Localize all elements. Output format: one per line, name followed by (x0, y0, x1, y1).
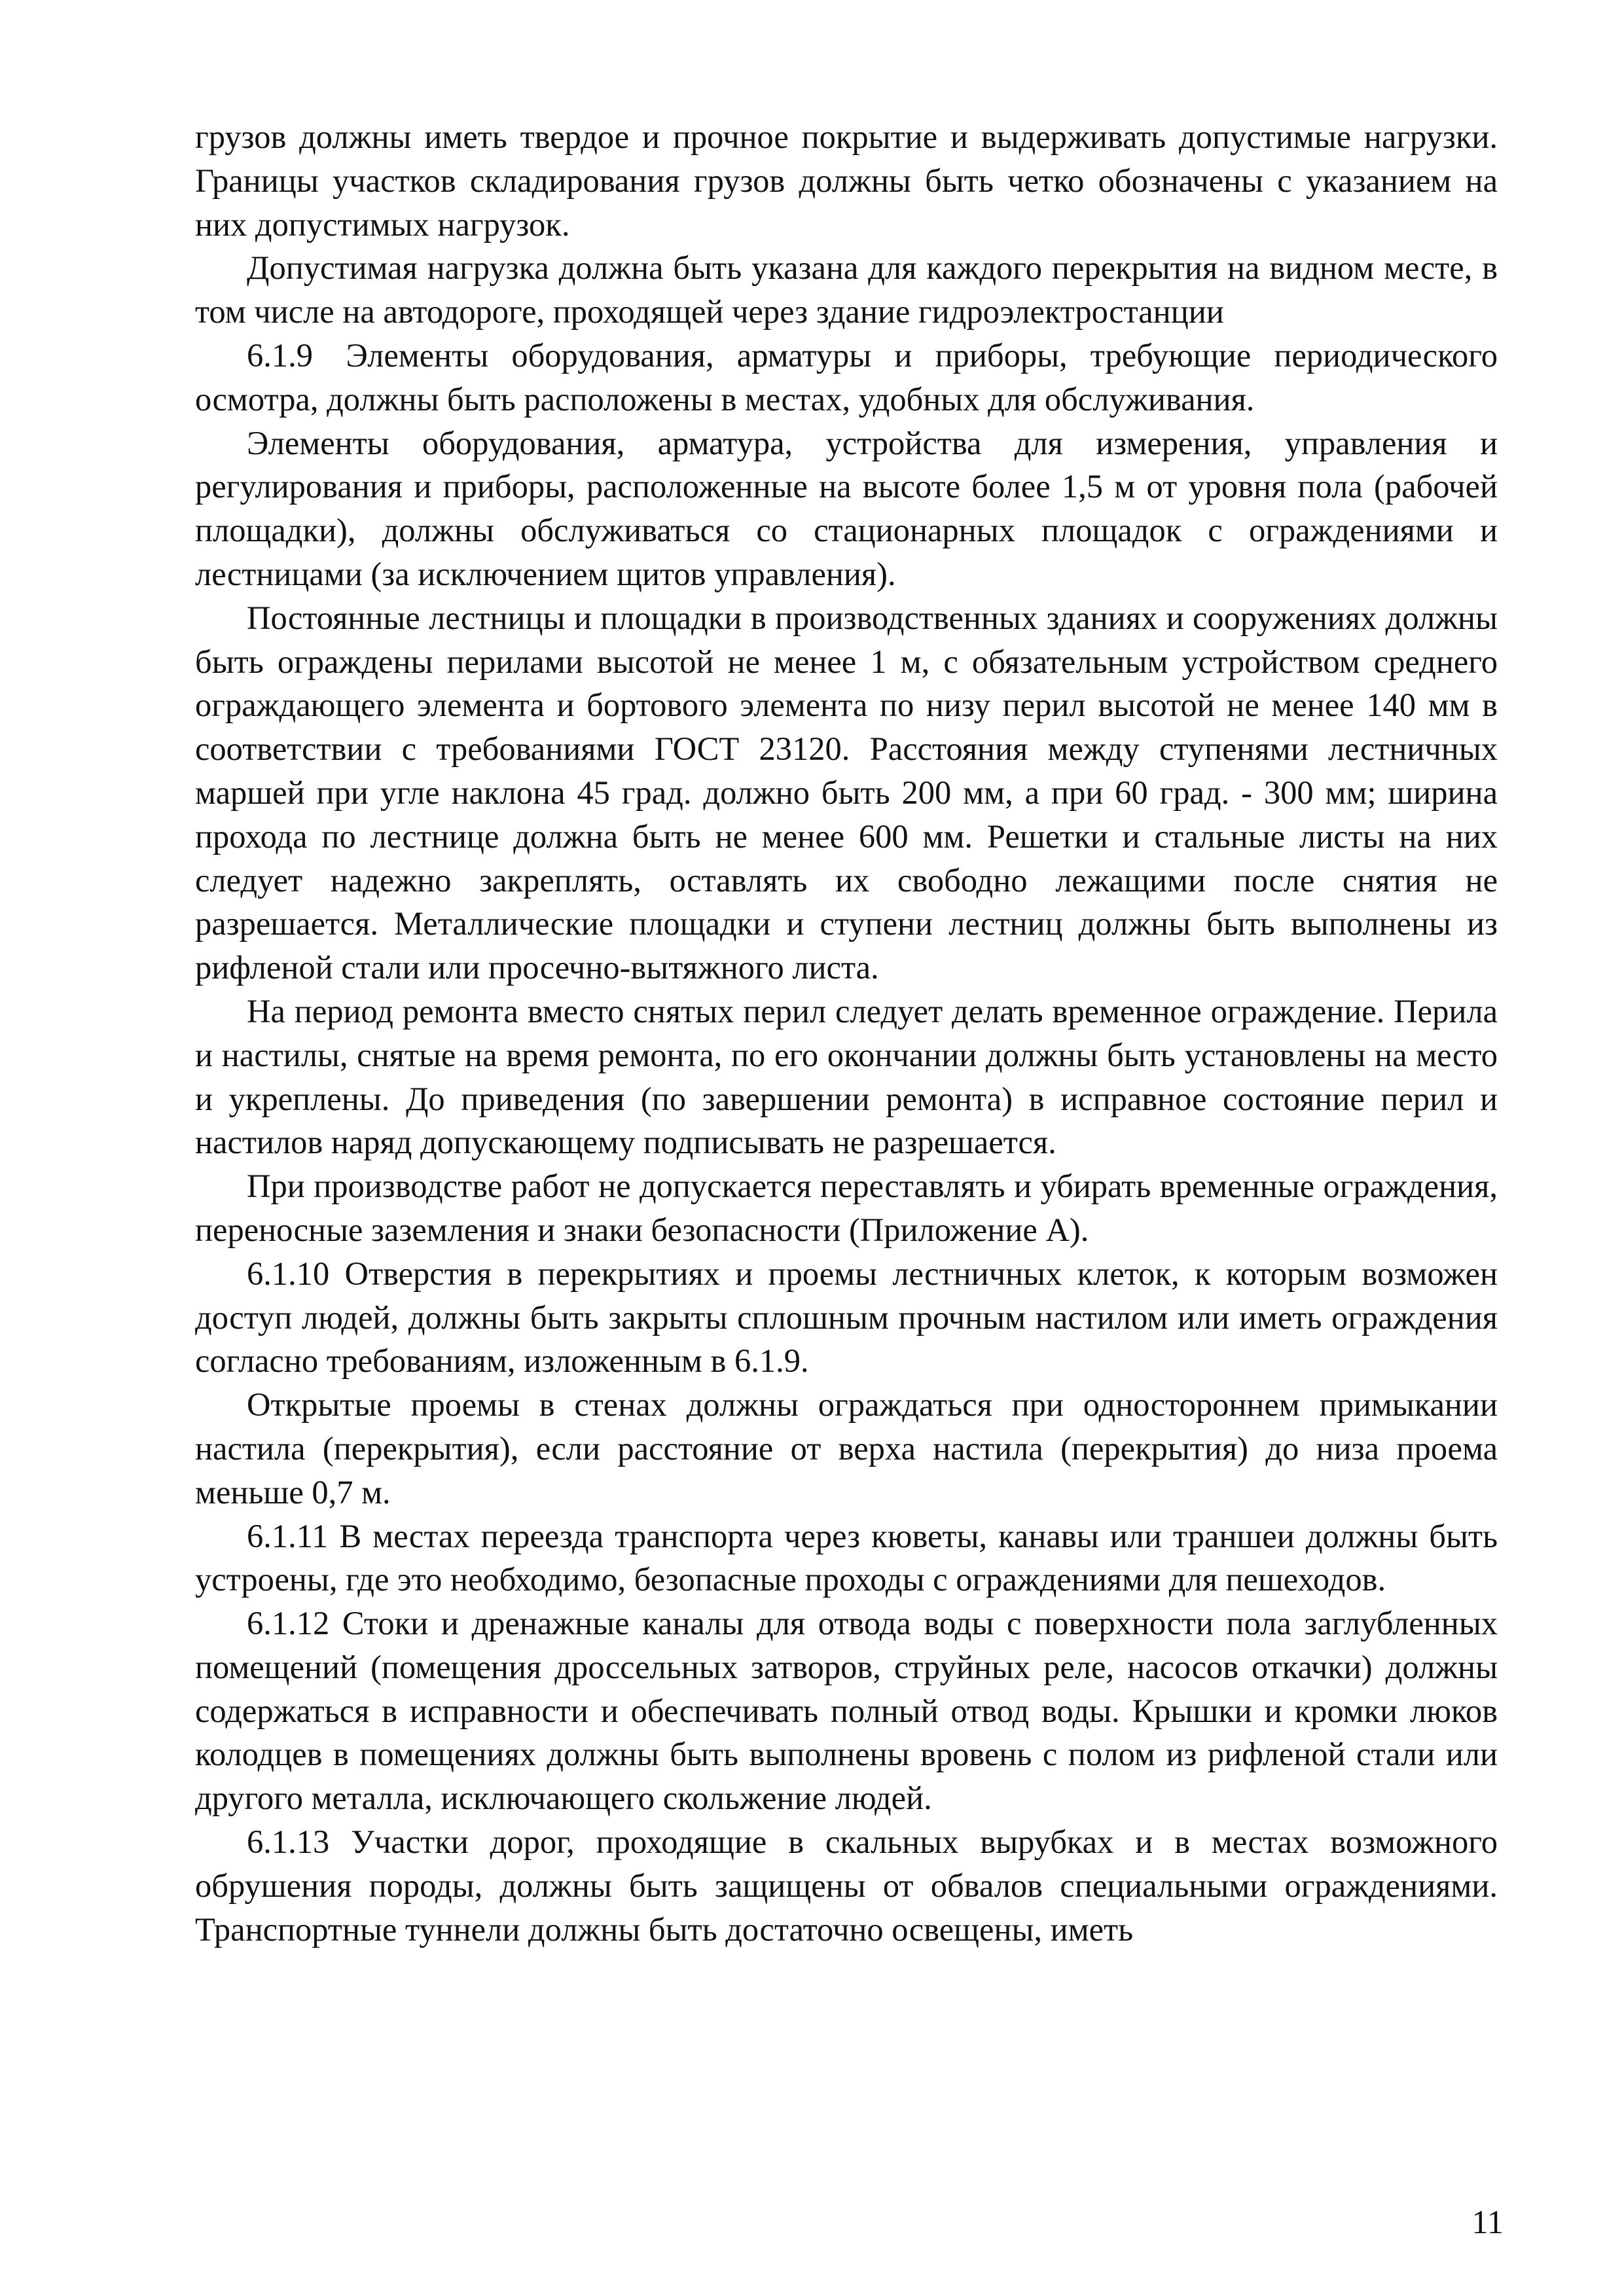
paragraph-equipment-elements: Элементы оборудования, арматура, устройства для измерения, управления и регулирования и приборы, расположенные на высоте более 1,5 м от уровня пола (рабочей площадки), должны обслуживаться со стационарных площадок с ограждениями и лестницами (за исключением щитов управления). (195, 424, 1498, 592)
paragraph-permanent-stairs: Постоянные лестницы и площадки в производственных зданиях и сооружениях должны быть ограждены перилами высотой не менее 1 м, с обязательным устройством среднего ограждающего элемента и бортового элемента по низу перил высотой не менее 140 мм в соответствии с требованиями ГОСТ 23120. Расстояния между ступенями лестничных маршей при угле наклона 45 град. должно быть 200 мм, а при 60 град. - 300 мм; ширина прохода по лестнице должна быть не менее 600 мм. Решетки и стальные листы на них следует надежно закреплять, оставлять их свободно лежащими после снятия не разрешается. Металлические площадки и ступени лестниц должны быть выполнены из рифленой стали или просечно-вытяжного листа. (195, 599, 1498, 986)
paragraph-open-openings: Открытые проемы в стенах должны ограждаться при одностороннем примыкании настила (перекрытия), если расстояние от верха настила (перекрытия) до низа проема меньше 0,7 м. (195, 1386, 1498, 1511)
page-number: 11 (1471, 2204, 1504, 2240)
paragraph-works-production: При производстве работ не допускается переставлять и убирать временные ограждения, переносные заземления и знаки безопасности (Приложение А). (195, 1168, 1498, 1248)
paragraph-repair-period: На период ремонта вместо снятых перил следует делать временное ограждение. Перила и настилы, снятые на время ремонта, по его окончании должны быть установлены на место и укреплены. До приведения (по завершении ремонта) в исправное состояние перил и настилов наряд допускающему подписывать не разрешается. (195, 992, 1498, 1161)
body-text (195, 115, 1498, 1951)
paragraph-clause-6-1-11: 6.1.11 В местах переезда транспорта через кюветы, канавы или траншеи должны быть устроены, где это необходимо, безопасные проходы с ограждениями для пешеходов. (195, 1517, 1498, 1598)
paragraph-clause-6-1-12: 6.1.12 Стоки и дренажные каналы для отвода воды с поверхности пола заглубленных помещений (помещения дроссельных затворов, струйных реле, насосов откачки) должны содержаться в исправности и обеспечивать полный отвод воды. Крышки и кромки люков колодцев в помещениях должны быть выполнены вровень с полом из рифленой стали или другого металла, исключающего скольжение людей. (195, 1605, 1498, 1817)
paragraph-permissible-load: Допустимая нагрузка должна быть указана для каждого перекрытия на видном месте, в том числе на автодороге, проходящей через здание гидроэлектростанции (195, 249, 1498, 331)
paragraph-clause-6-1-10: 6.1.10 Отверстия в перекрытиях и проемы лестничных клеток, к которым возможен доступ людей, должны быть закрыты сплошным прочным настилом или иметь ограждения согласно требованиям, изложенным в 6.1.9. (195, 1255, 1498, 1380)
paragraph-continuation: грузов должны иметь твердое и прочное покрытие и выдерживать допустимые нагрузки. Границы участков складирования грузов должны быть четко обозначены с указанием на них допустимых нагрузок. (195, 118, 1498, 243)
paragraph-clause-6-1-9: 6.1.9 Элементы оборудования, арматуры и приборы, требующие периодического осмотра, должны быть расположены в местах, удобных для обслуживания. (195, 336, 1498, 418)
paragraph-clause-6-1-13: 6.1.13 Участки дорог, проходящие в скальных вырубках и в местах возможного обрушения породы, должны быть защищены от обвалов специальными ограждениями. Транспортные туннели должны быть достаточно освещены, иметь (195, 1823, 1498, 1948)
